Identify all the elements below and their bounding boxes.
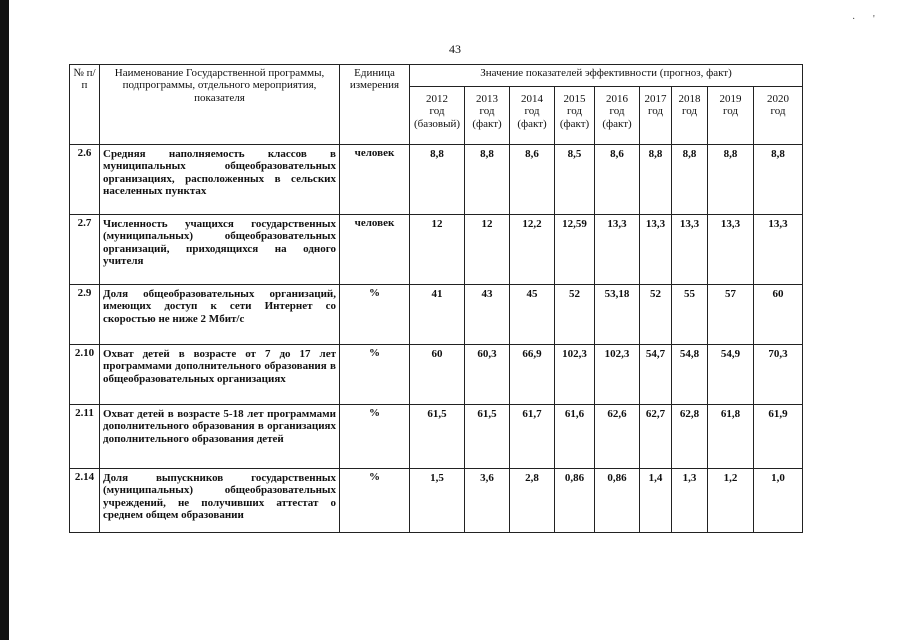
- header-year: [672, 87, 708, 145]
- value-cell: 8,8: [672, 145, 708, 215]
- header-year-note: (базовый): [413, 117, 461, 130]
- indicator-name: Численность учащихся государственных (муниципальных) общеобразовательных организаций, приходящихся на одного учителя: [100, 215, 340, 285]
- header-year-word: год: [770, 105, 786, 118]
- row-number: 2.14: [70, 469, 100, 533]
- header-year-word: год: [647, 105, 664, 118]
- header-year: [708, 87, 754, 145]
- header-year-word: год: [479, 105, 495, 118]
- scan-speck: ': [873, 14, 875, 25]
- value-cell: 12,59: [555, 215, 595, 285]
- unit-cell: %: [340, 469, 410, 533]
- row-number: 2.10: [70, 345, 100, 405]
- unit-cell: %: [340, 405, 410, 469]
- table-header: [70, 65, 803, 145]
- value-cell: 8,6: [510, 145, 555, 215]
- value-cell: 54,8: [672, 345, 708, 405]
- value-cell: 43: [465, 285, 510, 345]
- indicator-name: Охват детей в возрасте от 7 до 17 лет программами дополнительного образования в общеобразовательных организациях: [100, 345, 340, 405]
- row-number: 2.9: [70, 285, 100, 345]
- value-cell: 1,0: [754, 469, 803, 533]
- value-cell: 66,9: [510, 345, 555, 405]
- indicator-name: Средняя наполняемость классов в муниципальных общеобразовательных организациях, расположенных в сельских населенных пунктах: [100, 145, 340, 215]
- header-year-note: (факт): [559, 117, 590, 130]
- header-year-note: (факт): [472, 117, 502, 130]
- row-number: 2.7: [70, 215, 100, 285]
- header-year: [754, 87, 803, 145]
- value-cell: 0,86: [595, 469, 640, 533]
- value-cell: 8,6: [595, 145, 640, 215]
- indicator-name: Доля общеобразовательных организаций, имеющих доступ к сети Интернет со скоростью не ниже 2 Мбит/с: [100, 285, 340, 345]
- header-year-word: год: [609, 105, 625, 118]
- table-row: [70, 345, 803, 405]
- unit-cell: человек: [340, 215, 410, 285]
- header-year: [595, 87, 640, 145]
- value-cell: 1,3: [672, 469, 708, 533]
- header-year: [640, 87, 672, 145]
- scan-edge-bar: [0, 0, 9, 640]
- header-year-year: 2020: [767, 93, 789, 105]
- unit-cell: %: [340, 285, 410, 345]
- header-year-word: год: [681, 105, 698, 118]
- value-cell: 45: [510, 285, 555, 345]
- value-cell: 41: [410, 285, 465, 345]
- value-cell: 70,3: [754, 345, 803, 405]
- value-cell: 61,5: [465, 405, 510, 469]
- value-cell: 2,8: [510, 469, 555, 533]
- value-cell: 102,3: [555, 345, 595, 405]
- page-number: 43: [449, 42, 461, 56]
- header-year-year: 2012: [426, 93, 448, 105]
- table-body: [70, 145, 803, 533]
- header-year-word: год: [722, 105, 739, 118]
- value-cell: 54,9: [708, 345, 754, 405]
- header-year-year: 2014: [521, 93, 543, 105]
- value-cell: 54,7: [640, 345, 672, 405]
- value-cell: 61,7: [510, 405, 555, 469]
- row-number: 2.11: [70, 405, 100, 469]
- table-row: [70, 469, 803, 533]
- value-cell: 0,86: [555, 469, 595, 533]
- value-cell: 52: [640, 285, 672, 345]
- header-unit: Единица измерения: [340, 65, 410, 145]
- header-year-year: 2013: [476, 93, 498, 105]
- value-cell: 1,2: [708, 469, 754, 533]
- header-values: Значение показателей эффективности (прогноз, факт): [410, 65, 803, 87]
- table-row: [70, 145, 803, 215]
- value-cell: 61,5: [410, 405, 465, 469]
- header-name: Наименование Государственной программы, подпрограммы, отдельного мероприятия, показателя: [100, 65, 340, 145]
- value-cell: 53,18: [595, 285, 640, 345]
- header-year: [510, 87, 555, 145]
- value-cell: 8,8: [640, 145, 672, 215]
- value-cell: 60: [410, 345, 465, 405]
- indicator-name: Охват детей в возрасте 5-18 лет программами дополнительного образования в организациях дополнительного образования детей: [100, 405, 340, 469]
- value-cell: 8,8: [465, 145, 510, 215]
- value-cell: 13,3: [708, 215, 754, 285]
- value-cell: 57: [708, 285, 754, 345]
- indicator-name: Доля выпускников государственных (муниципальных) общеобразовательных учреждений, не получивших аттестат о среднем общем образовании: [100, 469, 340, 533]
- value-cell: 13,3: [595, 215, 640, 285]
- header-year-year: 2019: [719, 93, 742, 105]
- value-cell: 8,8: [708, 145, 754, 215]
- header-year-word: год: [566, 105, 583, 118]
- header-year-word: год: [524, 105, 540, 118]
- value-cell: 8,8: [754, 145, 803, 215]
- header-year-year: 2018: [678, 93, 701, 105]
- header-year-year: 2015: [563, 93, 586, 105]
- scan-speck: ·: [852, 14, 856, 25]
- value-cell: 61,8: [708, 405, 754, 469]
- header-year-note: (факт): [602, 117, 632, 130]
- header-year: [465, 87, 510, 145]
- value-cell: 102,3: [595, 345, 640, 405]
- value-cell: 8,8: [410, 145, 465, 215]
- value-cell: 1,5: [410, 469, 465, 533]
- value-cell: 62,8: [672, 405, 708, 469]
- unit-cell: человек: [340, 145, 410, 215]
- value-cell: 8,5: [555, 145, 595, 215]
- row-number: 2.6: [70, 145, 100, 215]
- value-cell: 12: [410, 215, 465, 285]
- header-year: [410, 87, 465, 145]
- value-cell: 13,3: [672, 215, 708, 285]
- value-cell: 61,9: [754, 405, 803, 469]
- value-cell: 52: [555, 285, 595, 345]
- value-cell: 62,6: [595, 405, 640, 469]
- value-cell: 60: [754, 285, 803, 345]
- value-cell: 13,3: [754, 215, 803, 285]
- table-row: [70, 285, 803, 345]
- table-row: [70, 215, 803, 285]
- indicators-table: [69, 64, 803, 533]
- value-cell: 12,2: [510, 215, 555, 285]
- value-cell: 1,4: [640, 469, 672, 533]
- value-cell: 62,7: [640, 405, 672, 469]
- value-cell: 60,3: [465, 345, 510, 405]
- header-year-word: год: [429, 105, 445, 118]
- table-row: [70, 405, 803, 469]
- value-cell: 13,3: [640, 215, 672, 285]
- value-cell: 55: [672, 285, 708, 345]
- header-num: № п/п: [70, 65, 100, 145]
- unit-cell: %: [340, 345, 410, 405]
- header-year-year: 2017: [644, 93, 667, 105]
- header-year-year: 2016: [606, 93, 628, 105]
- header-year: [555, 87, 595, 145]
- value-cell: 61,6: [555, 405, 595, 469]
- header-year-note: (факт): [517, 117, 547, 130]
- value-cell: 12: [465, 215, 510, 285]
- value-cell: 3,6: [465, 469, 510, 533]
